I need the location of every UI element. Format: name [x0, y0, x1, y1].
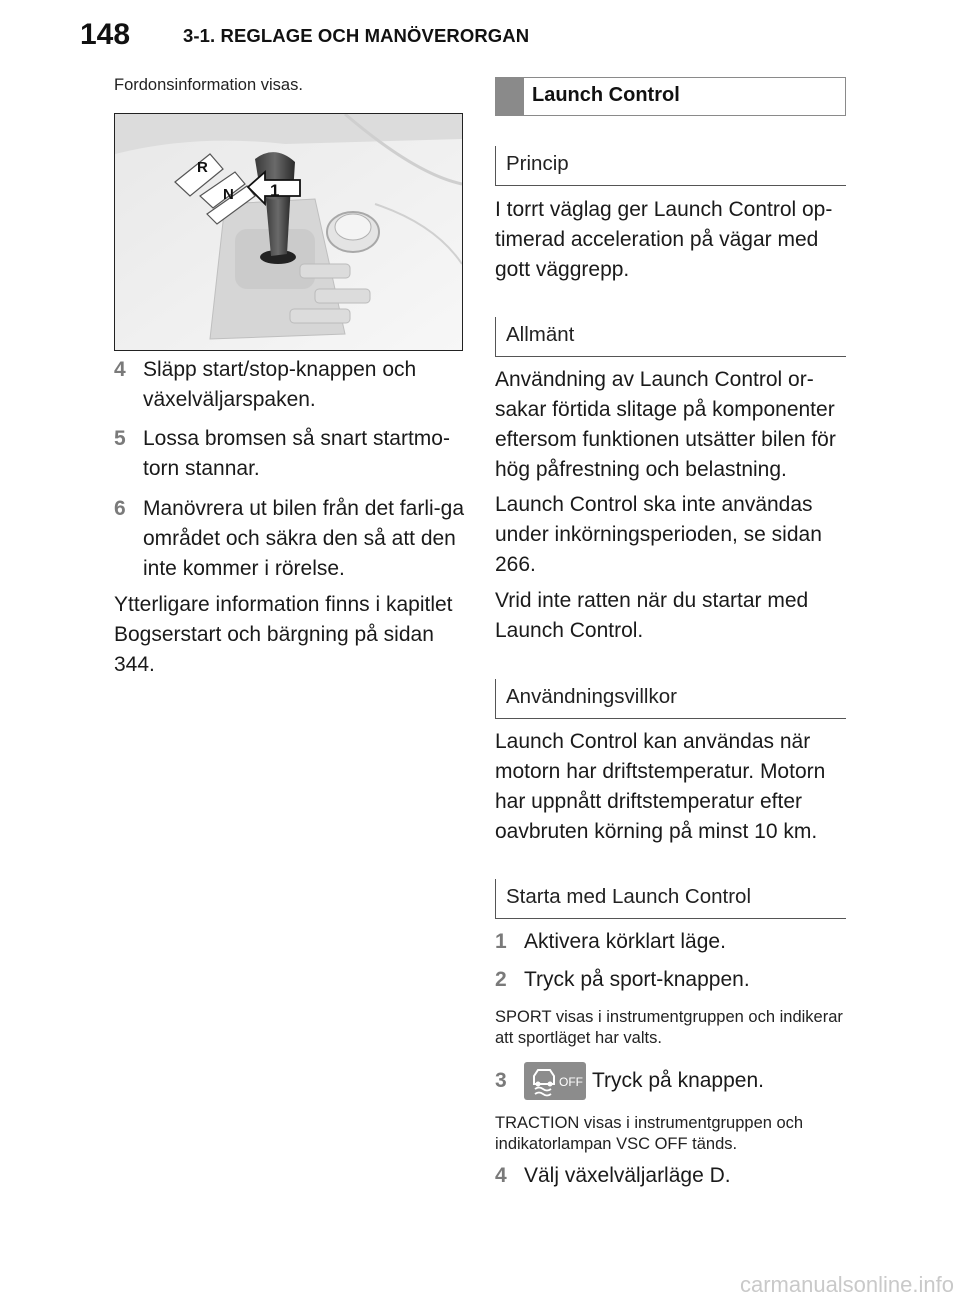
step-number: 4: [495, 1164, 507, 1187]
subheading-principle: [495, 146, 846, 186]
general-paragraph-3: Vrid inte ratten när du startar med Launch Control.: [495, 589, 809, 642]
step-item: [495, 1161, 850, 1191]
step-text: Tryck på sport-knappen.: [524, 968, 750, 991]
step-text: Lossa bromsen så snart startmo-torn stannar.: [143, 427, 450, 480]
subheading-text: Användningsvillkor: [506, 685, 677, 708]
step-item: [495, 965, 850, 995]
step-number: 2: [495, 968, 507, 991]
step-number: 1: [495, 930, 507, 953]
subheading-text: Starta med Launch Control: [506, 885, 751, 908]
gear-lever-figure: [114, 113, 463, 351]
section-title: Launch Control: [532, 84, 680, 106]
section-header-bar: [496, 78, 524, 115]
step-text: Tryck på knappen.: [592, 1069, 764, 1092]
step-text: Välj växelväljarläge D.: [524, 1164, 731, 1187]
subheading-conditions: [495, 679, 846, 719]
intro-text: Fordonsinformation visas.: [114, 76, 303, 94]
icon-off-label: OFF: [559, 1075, 583, 1090]
step-item: [114, 424, 464, 484]
step-number: 4: [114, 358, 126, 381]
general-paragraph-1: Användning av Launch Control or-sakar förtida slitage på komponenter eftersom funktionen utsätter bilen för hög påfrestning och belastning.: [495, 368, 836, 481]
note-sport: SPORT visas i instrumentgruppen och indikerar att sportläget har valts.: [495, 1008, 843, 1047]
conditions-text: Launch Control kan användas när motorn har driftstemperatur. Motorn har uppnått driftstemperatur efter oavbruten körning på minst 10 km.: [495, 730, 826, 843]
step-text: Manövrera ut bilen från det farli-ga området och säkra den så att den inte kommer i rörelse.: [143, 497, 464, 580]
general-paragraph-2: Launch Control ska inte användas under inkörningsperioden, se sidan 266.: [495, 493, 822, 576]
section-header: [495, 77, 846, 116]
step-number: 3: [495, 1069, 507, 1092]
figure-label-n: N: [223, 186, 234, 203]
subheading-general: [495, 317, 846, 357]
step-item: [495, 1062, 850, 1100]
page-number: 148: [80, 18, 131, 51]
subheading-text: Princip: [506, 152, 569, 175]
step-item: [114, 494, 464, 584]
chapter-title: 3-1. REGLAGE OCH MANÖVERORGAN: [183, 25, 530, 46]
more-info-text: Ytterligare information finns i kapitlet Bogserstart och bärgning på sidan 344.: [114, 593, 453, 676]
subheading-start: [495, 879, 846, 919]
principle-text: I torrt väglag ger Launch Control op-timerad acceleration på vägar med gott väggrepp.: [495, 198, 833, 281]
step-item: [114, 355, 464, 415]
step-text: Släpp start/stop-knappen och växelväljarspaken.: [143, 358, 417, 411]
step-item: [495, 927, 850, 957]
watermark: carmanualsonline.info: [739, 1272, 954, 1297]
figure-callout-1: 1: [270, 181, 280, 200]
step-number: 5: [114, 427, 126, 450]
traction-off-button-icon: [524, 1062, 586, 1100]
step-number: 6: [114, 497, 126, 520]
gear-lever-illustration: [115, 114, 462, 350]
subheading-text: Allmänt: [506, 323, 575, 346]
step-text: Aktivera körklart läge.: [524, 930, 726, 953]
note-traction: TRACTION visas i instrumentgruppen och indikatorlampan VSC OFF tänds.: [495, 1114, 804, 1153]
figure-label-r: R: [197, 159, 208, 176]
